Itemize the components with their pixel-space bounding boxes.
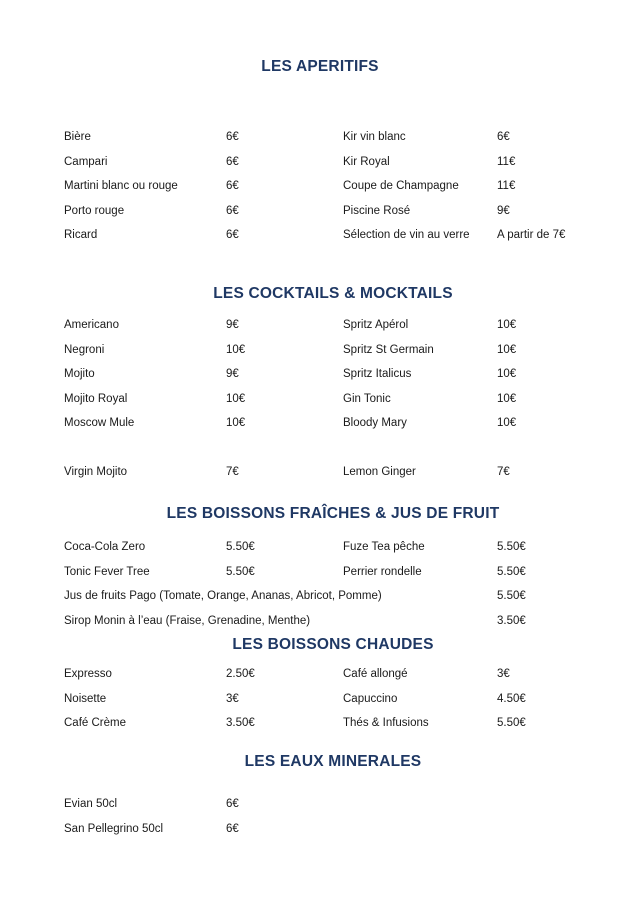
section-title-boissons-chaudes: LES BOISSONS CHAUDES <box>232 636 434 653</box>
item-price: 3€ <box>497 668 510 680</box>
item-name: Coupe de Champagne <box>343 180 459 192</box>
item-name: Fuze Tea pêche <box>343 541 425 553</box>
item-name: Gin Tonic <box>343 392 391 405</box>
item-name: Coca-Cola Zero <box>64 541 146 553</box>
item-price: 9€ <box>226 319 239 331</box>
item-name: Spritz St Germain <box>343 343 434 356</box>
item-price: 2.50€ <box>226 668 255 680</box>
item-price: 10€ <box>497 392 517 405</box>
section-title-boissons-fraiches: LES BOISSONS FRAÎCHES & JUS DE FRUIT <box>166 505 500 522</box>
item-name: Piscine Rosé <box>343 204 411 217</box>
item-name: Porto rouge <box>64 204 125 217</box>
item-price: 5.50€ <box>497 541 526 553</box>
item-name: Ricard <box>64 229 98 241</box>
item-name: Martini blanc ou rouge <box>64 180 178 192</box>
menu-row <box>64 201 584 226</box>
item-price: 5.50€ <box>497 565 526 578</box>
menu-row <box>64 315 584 340</box>
item-name: Expresso <box>64 668 112 680</box>
menu-row <box>64 176 584 201</box>
item-name: Lemon Ginger <box>343 466 416 478</box>
section-rows-cocktails <box>64 315 584 438</box>
item-price: 7€ <box>226 466 239 478</box>
item-name: Evian 50cl <box>64 798 118 810</box>
menu-row-full-width <box>64 586 584 611</box>
item-price: 10€ <box>226 343 246 356</box>
item-name: Americano <box>64 319 119 331</box>
item-price: 7€ <box>497 466 510 478</box>
menu-row-full-width <box>64 611 584 636</box>
item-name: Moscow Mule <box>64 417 135 429</box>
menu-row <box>64 389 584 414</box>
menu-row <box>64 562 584 587</box>
item-name: Kir Royal <box>343 155 390 168</box>
menu-row <box>64 713 584 738</box>
item-name: Negroni <box>64 343 105 356</box>
item-price: 10€ <box>226 417 246 429</box>
menu-row <box>64 127 584 152</box>
item-price: 6€ <box>226 798 239 810</box>
menu-row <box>64 225 584 250</box>
item-name: Capuccino <box>343 692 398 705</box>
menu-row <box>64 364 584 389</box>
item-name: Sélection de vin au verre <box>343 229 470 241</box>
item-name: Perrier rondelle <box>343 565 422 578</box>
item-price: 6€ <box>226 155 239 168</box>
item-name: Sirop Monin à l’eau (Fraise, Grenadine, Menthe) <box>64 614 311 627</box>
item-price: 10€ <box>497 368 517 380</box>
item-price <box>497 819 584 822</box>
menu-row <box>64 537 584 562</box>
section-title-aperitifs: LES APERITIFS <box>261 58 379 75</box>
item-name: Mojito Royal <box>64 392 128 405</box>
section-rows-boissons-chaudes <box>64 664 584 738</box>
item-name: Jus de fruits Pago (Tomate, Orange, Ananas, Abricot, Pomme) <box>64 590 382 602</box>
item-name: Noisette <box>64 692 107 705</box>
item-price: 6€ <box>226 131 239 143</box>
item-name: Spritz Italicus <box>343 368 412 380</box>
item-name <box>343 794 497 797</box>
item-name: Campari <box>64 155 108 168</box>
item-price: 6€ <box>226 180 239 192</box>
item-price: 10€ <box>497 343 517 356</box>
menu-row <box>64 462 584 487</box>
item-price: 5.50€ <box>226 565 255 578</box>
section-rows-aperitifs <box>64 127 584 250</box>
item-name: Café Crème <box>64 717 126 729</box>
menu-row <box>64 152 584 177</box>
item-name: Virgin Mojito <box>64 466 128 478</box>
item-price: 6€ <box>226 822 239 835</box>
item-price: 9€ <box>497 204 510 217</box>
item-name: Thés & Infusions <box>343 717 429 729</box>
item-price: 10€ <box>497 319 517 331</box>
item-price: 11€ <box>497 155 516 168</box>
item-name: Bière <box>64 131 91 143</box>
item-name: Café allongé <box>343 668 408 680</box>
menu-row <box>64 794 584 819</box>
item-name: Spritz Apérol <box>343 319 409 331</box>
item-name: San Pellegrino 50cl <box>64 822 164 835</box>
item-price: 3.50€ <box>497 614 526 627</box>
menu-row <box>64 689 584 714</box>
section-title-cocktails: LES COCKTAILS & MOCKTAILS <box>213 285 453 302</box>
item-name: Kir vin blanc <box>343 131 406 143</box>
item-price: 4.50€ <box>497 692 526 705</box>
menu-row <box>64 340 584 365</box>
item-price: 3€ <box>226 692 239 705</box>
item-price: 10€ <box>226 392 246 405</box>
item-price: 5.50€ <box>497 590 526 602</box>
menu-row <box>64 819 584 844</box>
menu-row <box>64 664 584 689</box>
item-price: 9€ <box>226 368 239 380</box>
section-title-eaux-minerales: LES EAUX MINERALES <box>244 753 422 770</box>
section-rows-boissons-fraiches <box>64 537 584 635</box>
item-price: 5.50€ <box>497 717 526 729</box>
item-price: 11€ <box>497 180 516 192</box>
item-price: 6€ <box>226 204 239 217</box>
item-name: Tonic Fever Tree <box>64 565 150 578</box>
item-name: Bloody Mary <box>343 417 407 429</box>
section-rows-mocktails <box>64 462 584 487</box>
item-name: Mojito <box>64 368 95 380</box>
item-price: 6€ <box>497 131 510 143</box>
section-rows-eaux-minerales <box>64 794 584 843</box>
menu-row <box>64 413 584 438</box>
item-price: 5.50€ <box>226 541 255 553</box>
item-price <box>497 794 584 797</box>
item-price: A partir de 7€ <box>497 229 566 241</box>
item-price: 10€ <box>497 417 517 429</box>
item-name <box>343 819 497 822</box>
item-price: 6€ <box>226 229 239 241</box>
item-price: 3.50€ <box>226 717 255 729</box>
